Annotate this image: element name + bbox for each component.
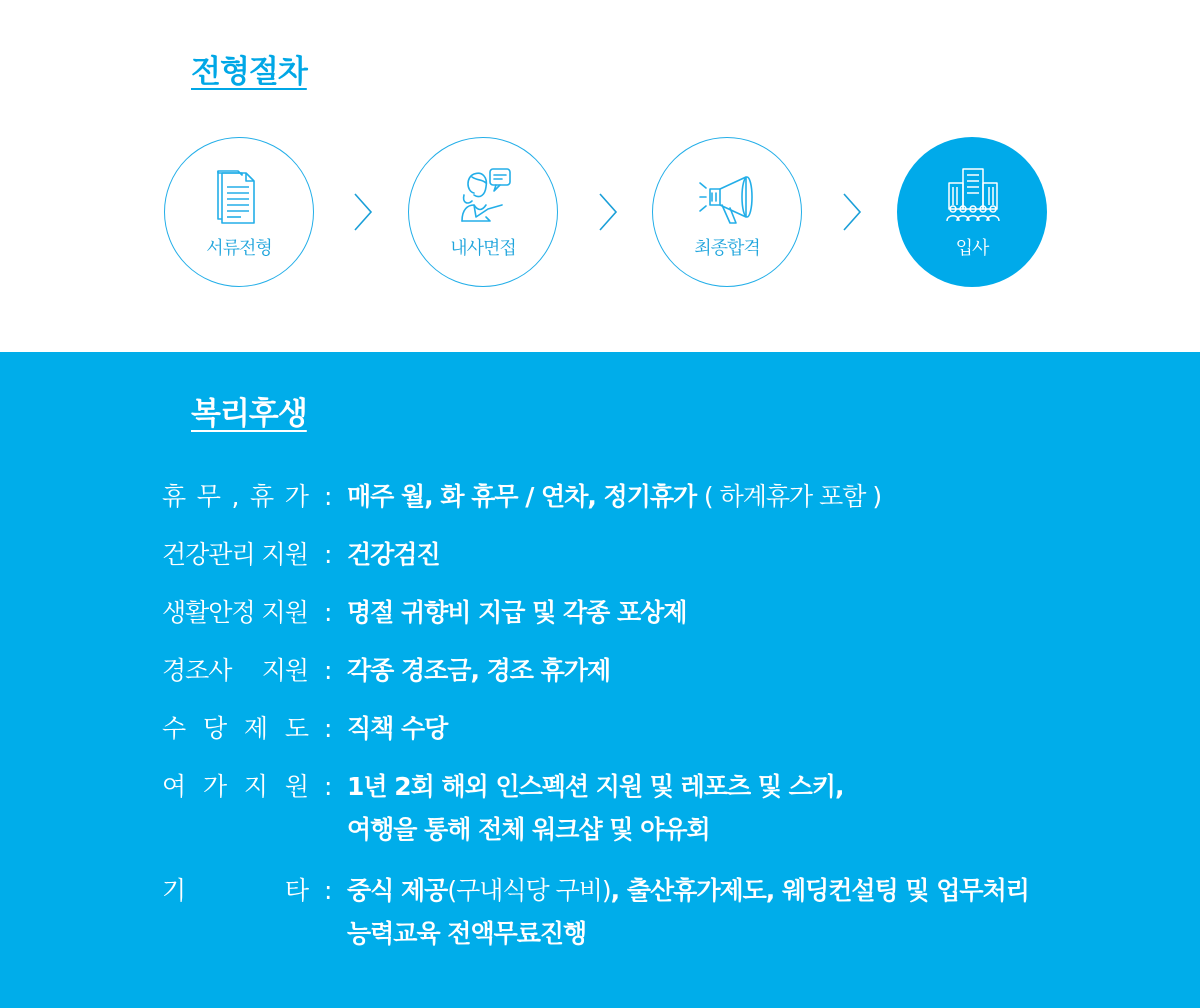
- benefits-section: [0, 352, 1200, 1008]
- colon: :: [324, 876, 332, 905]
- benefit-key: 기 타: [162, 876, 308, 905]
- chevron-right-icon: [351, 188, 375, 236]
- megaphone-icon: [696, 165, 760, 229]
- step-label: 내사면접: [450, 238, 516, 259]
- colon: :: [324, 656, 332, 685]
- document-icon: [208, 165, 272, 229]
- benefit-key: 여 가 지 원: [162, 772, 308, 801]
- benefit-value: 건강검진: [347, 540, 440, 569]
- colon: :: [324, 772, 332, 801]
- benefit-value: 각종 경조금, 경조 휴가제: [347, 656, 611, 685]
- step-joining: [897, 137, 1047, 287]
- step-interview: [408, 137, 558, 287]
- benefit-value: 매주 월, 화 휴무 / 연차, 정기휴가 ( 하계휴가 포함 ): [347, 482, 882, 511]
- benefit-value: 직책 수당: [347, 714, 448, 743]
- recruitment-process-section: [0, 0, 1200, 352]
- benefits-title: 복리후생: [191, 396, 307, 432]
- benefit-value: 중식 제공(구내식당 구비), 출산휴가제도, 웨딩컨설팅 및 업무처리 능력교육 전액무료진행: [347, 876, 1029, 948]
- benefit-key: 휴 무 , 휴 가: [162, 482, 308, 511]
- benefit-key: 건강관리 지원: [162, 540, 308, 569]
- chevron-right-icon: [596, 188, 620, 236]
- colon: :: [324, 540, 332, 569]
- step-document-screening: [164, 137, 314, 287]
- chevron-right-icon: [840, 188, 864, 236]
- colon: :: [324, 598, 332, 627]
- step-label: 서류전형: [206, 238, 272, 259]
- benefit-value: 1년 2회 해외 인스펙션 지원 및 레포츠 및 스키, 여행을 통해 전체 워크샵 및 야유회: [347, 772, 844, 844]
- step-label: 최종합격: [694, 238, 760, 259]
- benefit-key: 경조사 지원: [162, 656, 308, 685]
- benefit-note: ( 하계휴가 포함 ): [703, 482, 882, 511]
- benefit-value: 명절 귀향비 지급 및 각종 포상제: [347, 598, 687, 627]
- interview-icon: [452, 165, 516, 229]
- process-title: 전형절차: [191, 54, 307, 90]
- step-final-pass: [652, 137, 802, 287]
- colon: :: [324, 482, 332, 511]
- benefit-key: 수 당 제 도: [162, 714, 308, 743]
- colon: :: [324, 714, 332, 743]
- benefit-key: 생활안정 지원: [162, 598, 308, 627]
- step-label: 입사: [955, 238, 989, 259]
- building-icon: [941, 165, 1005, 229]
